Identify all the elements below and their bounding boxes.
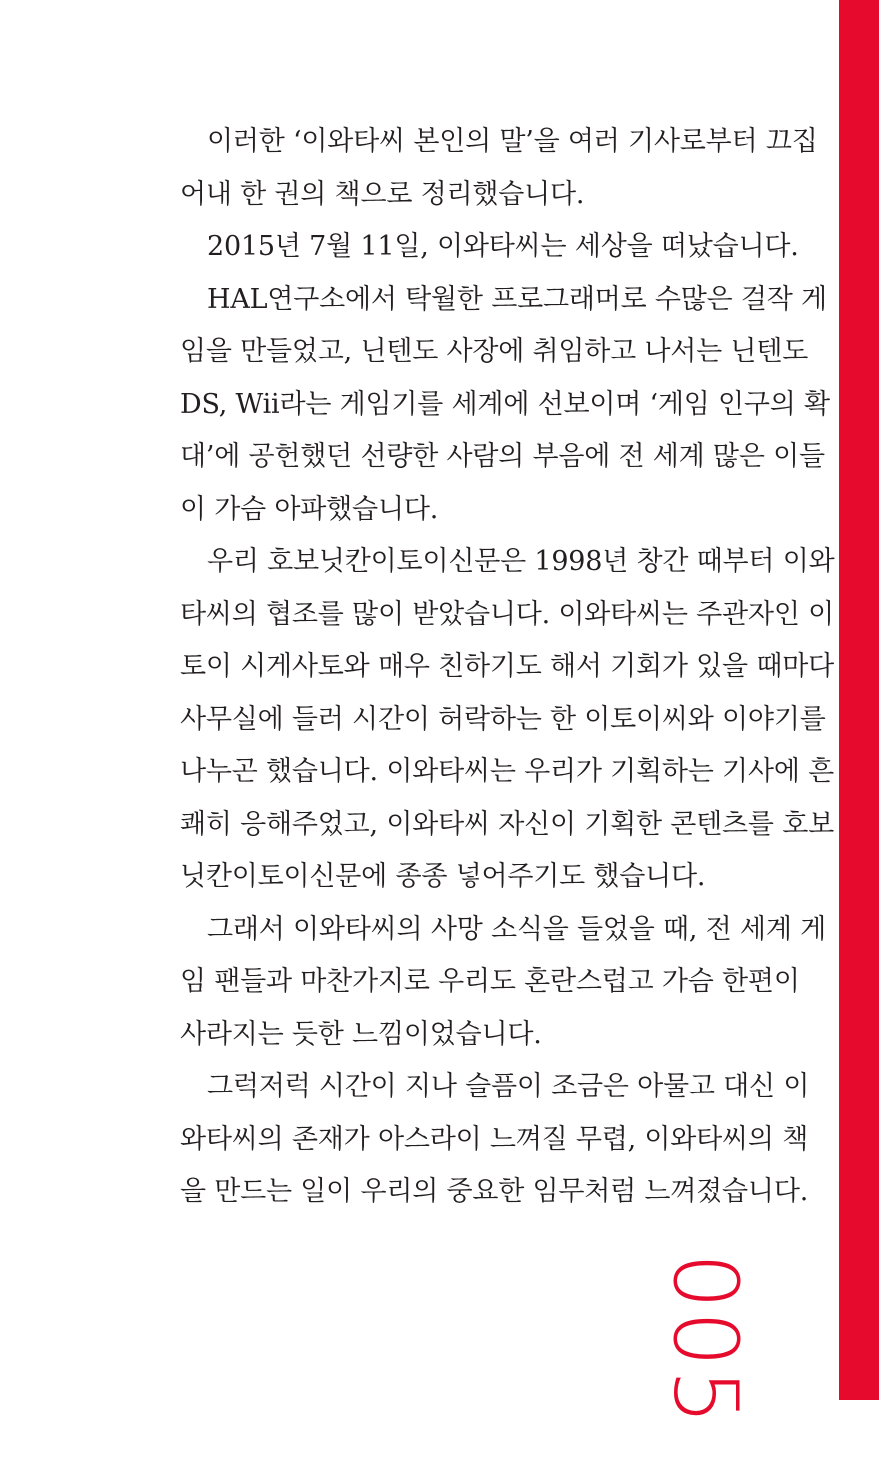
body-text	[180, 116, 835, 1219]
text-line-4: HAL연구소에서 탁월한 프로그래머로 수많은 걸작 게	[207, 283, 827, 315]
text-line-20: 와타씨의 존재가 아스라이 느껴질 무렵, 이와타씨의 책	[180, 1123, 809, 1155]
text-line-3: 2015년 7월 11일, 이와타씨는 세상을 떠났습니다.	[207, 231, 799, 262]
text-line-12: 사무실에 들러 시간이 허락하는 한 이토이씨와 이야기를	[180, 703, 826, 735]
text-line-11: 토이 시게사토와 매우 친하기도 해서 기회가 있을 때마다	[180, 651, 834, 682]
text-line-1: 이러한 ‘이와타씨 본인의 말’을 여러 기사로부터 끄집	[207, 126, 818, 157]
text-line-16: 그래서 이와타씨의 사망 소식을 들었을 때, 전 세계 게	[207, 913, 826, 945]
text-line-9: 우리 호보닛칸이토이신문은 1998년 창간 때부터 이와	[207, 546, 835, 577]
text-line-17: 임 팬들과 마찬가지로 우리도 혼란스럽고 가슴 한편이	[180, 966, 800, 997]
text-line-2: 어내 한 권의 책으로 정리했습니다.	[180, 178, 585, 210]
text-line-10: 타씨의 협조를 많이 받았습니다. 이와타씨는 주관자인 이	[180, 598, 834, 630]
text-line-7: 대’에 공헌했던 선량한 사람의 부음에 전 세계 많은 이들	[180, 441, 825, 472]
red-edge-stripe	[839, 0, 879, 1400]
text-line-14: 쾌히 응해주었고, 이와타씨 자신이 기획한 콘텐츠를 호보	[180, 808, 834, 840]
page-number: 005	[654, 1253, 757, 1427]
text-line-15: 닛칸이토이신문에 종종 넣어주기도 했습니다.	[180, 861, 706, 892]
text-line-19: 그럭저럭 시간이 지나 슬픔이 조금은 아물고 대신 이	[207, 1071, 810, 1102]
text-line-21: 을 만드는 일이 우리의 중요한 임무처럼 느껴졌습니다.	[180, 1176, 809, 1207]
text-line-6: DS, Wii라는 게임기를 세계에 선보이며 ‘게임 인구의 확	[180, 388, 830, 420]
text-line-8: 이 가슴 아파했습니다.	[180, 493, 439, 525]
text-line-5: 임을 만들었고, 닌텐도 사장에 취임하고 나서는 닌텐도	[180, 336, 809, 367]
text-line-18: 사라지는 듯한 느낌이었습니다.	[180, 1018, 542, 1050]
text-line-13: 나누곤 했습니다. 이와타씨는 우리가 기획하는 기사에 흔	[180, 756, 834, 787]
